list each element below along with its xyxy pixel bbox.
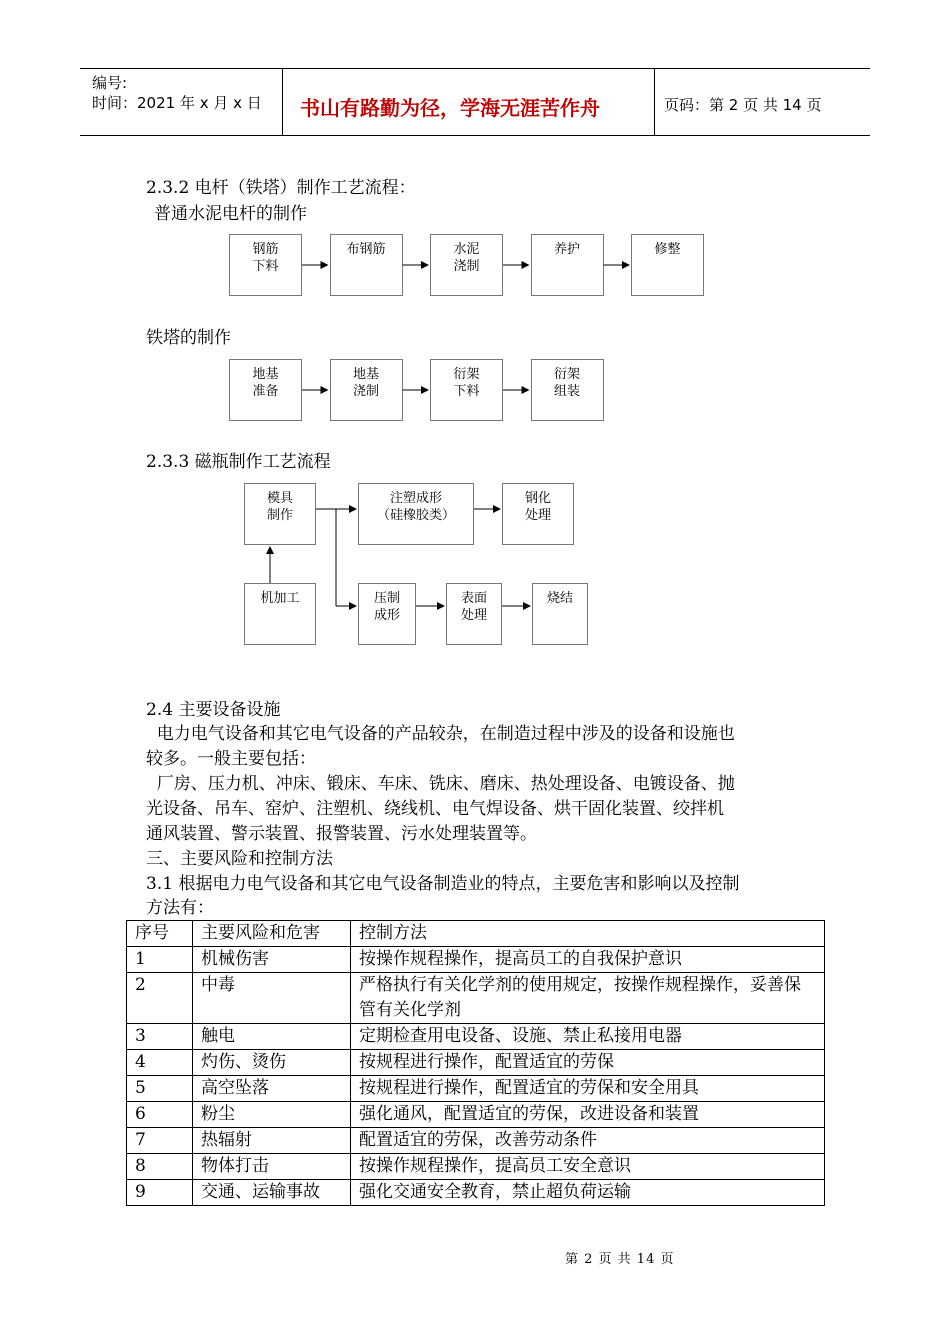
header-cell-index: 序号 (127, 921, 193, 947)
table-row (127, 947, 825, 973)
cell-risk: 触电 (193, 1024, 351, 1050)
pole-flow-step-3-line1: 水泥 (453, 242, 480, 257)
tower-flow-step-1-line1: 地基 (252, 367, 279, 382)
section-232-title: 2.3.2 电杆（铁塔）制作工艺流程： (146, 178, 416, 198)
cell-risk: 灼伤、烫伤 (193, 1050, 351, 1076)
header-number: 编号: (92, 74, 128, 92)
cell-risk: 高空坠落 (193, 1076, 351, 1102)
table-row (127, 1128, 825, 1154)
section-24-line4: 光设备、吊车、窑炉、注塑机、绕线机、电气焊设备、烘干固化装置、绞拌机 (146, 799, 724, 819)
box-injection-line2: （硅橡胶类） (376, 508, 455, 523)
box-press-line2: 成形 (373, 608, 400, 623)
section-3-title: 三、主要风险和控制方法 (146, 849, 333, 869)
cell-risk: 中毒 (193, 973, 351, 1024)
tower-flow-step-1-line2: 准备 (252, 384, 279, 399)
pole-flow-step-2-line1: 布钢筋 (346, 242, 386, 257)
cell-index: 2 (127, 973, 193, 1024)
pole-flow-step-1-line1: 钢筋 (252, 242, 279, 257)
section-24-line1: 电力电气设备和其它电气设备的产品较杂，在制造过程中涉及的设备和设施也 (146, 724, 735, 744)
cell-control: 强化交通安全教育，禁止超负荷运输 (351, 1180, 825, 1206)
cell-control: 定期检查用电设备、设施、禁止私接用电器 (351, 1024, 825, 1050)
tower-flow-step-3-line1: 衍架 (453, 367, 480, 382)
table-row (127, 1076, 825, 1102)
box-machining-label: 机加工 (260, 591, 300, 606)
tower-flow-step-4-line2: 组装 (553, 384, 580, 399)
cell-control: 按规程进行操作，配置适宜的劳保 (351, 1050, 825, 1076)
cell-index: 3 (127, 1024, 193, 1050)
box-vulcanize-line1: 钢化 (524, 491, 551, 506)
header-cell-control: 控制方法 (351, 921, 825, 947)
cell-control: 按操作规程操作，提高员工的自我保护意识 (351, 947, 825, 973)
cell-control: 配置适宜的劳保，改善劳动条件 (351, 1128, 825, 1154)
cell-index: 5 (127, 1076, 193, 1102)
pole-flow-step-1-line2: 下料 (252, 259, 279, 274)
footer-page: 第 2 页 共 14 页 (565, 1252, 675, 1267)
pole-title: 普通水泥电杆的制作 (154, 204, 307, 224)
box-vulcanize-line2: 处理 (524, 508, 551, 523)
cell-control: 按操作规程操作，提高员工安全意识 (351, 1154, 825, 1180)
cell-index: 7 (127, 1128, 193, 1154)
box-surface-line1: 表面 (460, 591, 487, 606)
box-mold-line2: 制作 (266, 508, 293, 523)
pole-flow-step-5-line1: 修整 (654, 242, 681, 257)
pole-flow-step-3-line2: 浇制 (453, 259, 480, 274)
header-motto: 书山有路勤为径，学海无涯苦作舟 (300, 96, 600, 120)
section-24-line2: 较多。一般主要包括： (146, 749, 316, 769)
risk-table (126, 920, 825, 1206)
box-injection-line1: 注塑成形 (389, 491, 442, 506)
pole-flow-step-4-line1: 养护 (553, 242, 580, 257)
tower-title: 铁塔的制作 (146, 328, 231, 348)
cell-index: 1 (127, 947, 193, 973)
cell-risk: 机械伤害 (193, 947, 351, 973)
header-time: 时间：2021 年 x 月 x 日 (92, 94, 262, 112)
cell-control: 按规程进行操作，配置适宜的劳保和安全用具 (351, 1076, 825, 1102)
box-mold-line1: 模具 (266, 491, 293, 506)
section-31-line1: 3.1 根据电力电气设备和其它电气设备制造业的特点，主要危害和影响以及控制 (146, 874, 740, 894)
cell-control: 强化通风，配置适宜的劳保，改进设备和装置 (351, 1102, 825, 1128)
box-sinter-label: 烧结 (546, 591, 573, 606)
cell-control: 严格执行有关化学剂的使用规定，按操作规程操作，妥善保管有关化学剂 (351, 973, 825, 1024)
section-24-line5: 通风装置、警示装置、报警装置、污水处理装置等。 (146, 824, 537, 844)
section-24-title: 2.4 主要设备设施 (146, 700, 281, 720)
table-row (127, 1102, 825, 1128)
header-page: 页码：第 2 页 共 14 页 (664, 96, 822, 114)
cell-risk: 粉尘 (193, 1102, 351, 1128)
box-press-line1: 压制 (373, 591, 400, 606)
cell-risk: 物体打击 (193, 1154, 351, 1180)
cell-risk: 交通、运输事故 (193, 1180, 351, 1206)
table-row (127, 973, 825, 1024)
section-31-line2: 方法有： (146, 898, 214, 918)
tower-flow-step-3-line2: 下料 (453, 384, 480, 399)
header-cell-risk: 主要风险和危害 (193, 921, 351, 947)
section-24-line3: 厂房、压力机、冲床、锻床、车床、铣床、磨床、热处理设备、电镀设备、抛 (146, 774, 735, 794)
cell-index: 9 (127, 1180, 193, 1206)
cell-index: 8 (127, 1154, 193, 1180)
table-row (127, 1050, 825, 1076)
tower-flow-step-2-line1: 地基 (352, 367, 379, 382)
box-surface-line2: 处理 (460, 608, 487, 623)
tower-flow-step-4-line1: 衍架 (553, 367, 580, 382)
table-row (127, 1024, 825, 1050)
cell-risk: 热辐射 (193, 1128, 351, 1154)
cell-index: 4 (127, 1050, 193, 1076)
table-header-row (127, 921, 825, 947)
table-row (127, 1154, 825, 1180)
cell-index: 6 (127, 1102, 193, 1128)
tower-flow-step-2-line2: 浇制 (352, 384, 379, 399)
table-row (127, 1180, 825, 1206)
section-233-title: 2.3.3 磁瓶制作工艺流程 (146, 452, 331, 472)
